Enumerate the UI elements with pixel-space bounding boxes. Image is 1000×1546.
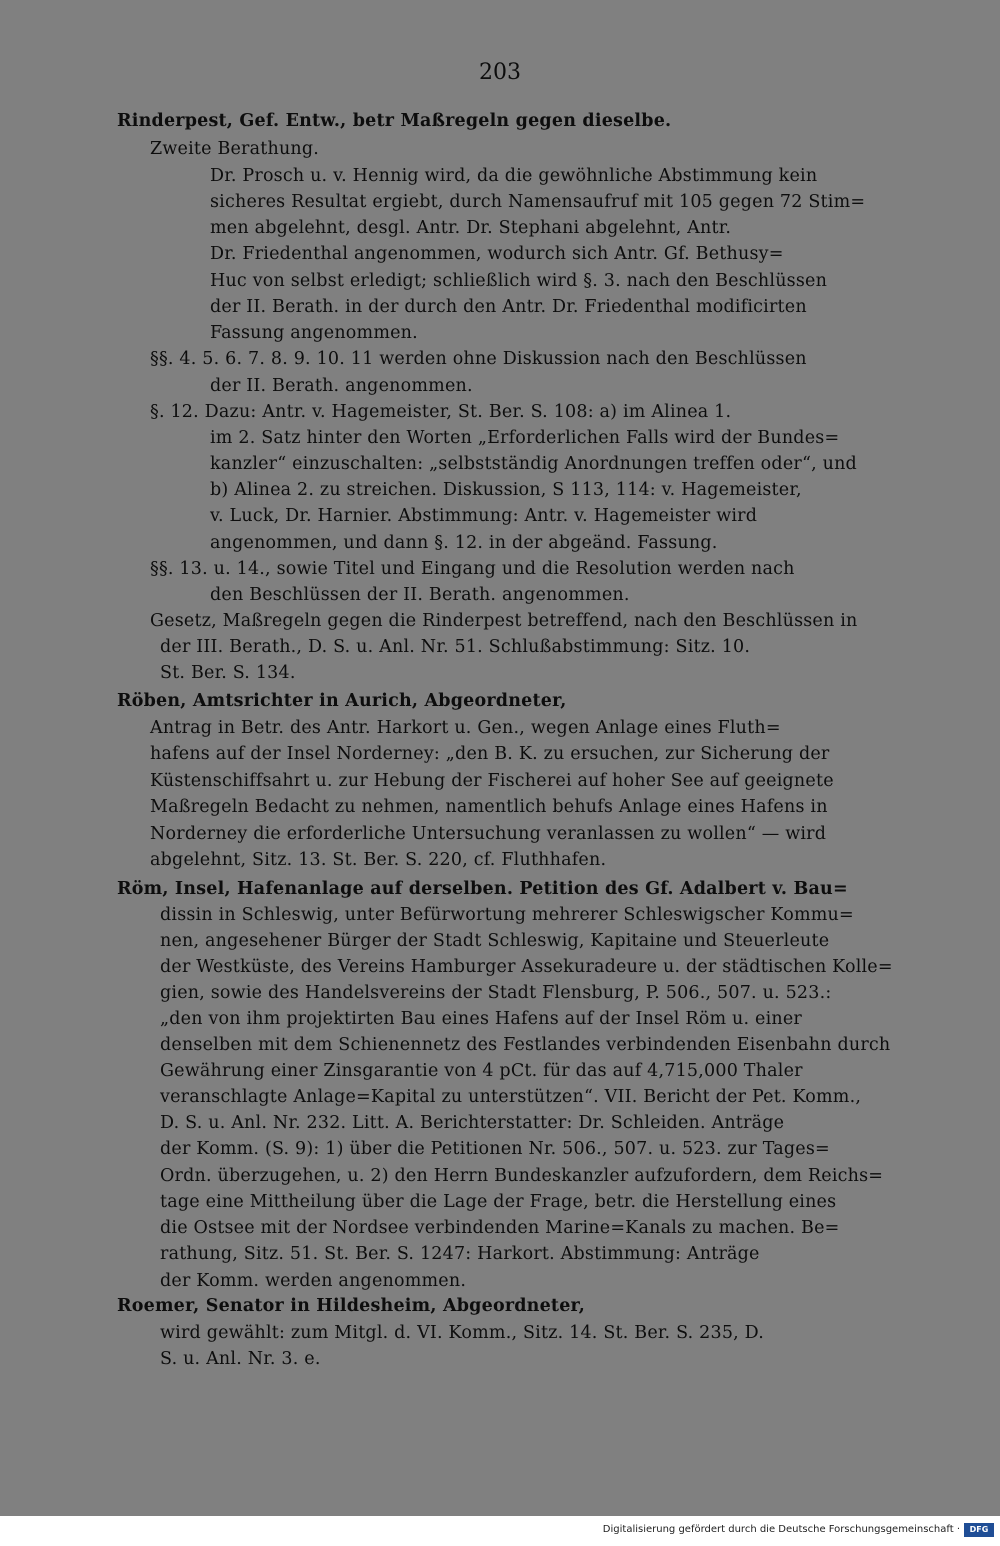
text-line: abgelehnt, Sitz. 13. St. Ber. S. 220, cf. Fluthhafen. xyxy=(150,850,607,870)
entry-heading: Rinderpest, Gef. Entw., betr Maßregeln gegen dieselbe. xyxy=(117,111,672,131)
text-line: §. 12. Dazu: Antr. v. Hagemeister, St. Ber. S. 108: a) im Alinea 1. xyxy=(150,402,732,422)
text-line: men abgelehnt, desgl. Antr. Dr. Stephani abgelehnt, Antr. xyxy=(210,218,732,238)
text-line: sicheres Resultat ergiebt, durch Namensaufruf mit 105 gegen 72 Stim= xyxy=(210,192,866,212)
text-line: b) Alinea 2. zu streichen. Diskussion, S 113, 114: v. Hagemeister, xyxy=(210,480,802,500)
text-line: gien, sowie des Handelsvereins der Stadt Flensburg, P. 506., 507. u. 523.: xyxy=(160,983,832,1003)
text-line: Fassung angenommen. xyxy=(210,323,418,343)
text-line: kanzler“ einzuschalten: „selbstständig Anordnungen treffen oder“, und xyxy=(210,454,857,474)
text-line: Huc von selbst erledigt; schließlich wird §. 3. nach den Beschlüssen xyxy=(210,271,828,291)
text-line: wird gewählt: zum Mitgl. d. VI. Komm., Sitz. 14. St. Ber. S. 235, D. xyxy=(160,1323,765,1343)
entry-heading: Röben, Amtsrichter in Aurich, Abgeordneter, xyxy=(117,691,567,711)
text-line: tage eine Mittheilung über die Lage der Frage, betr. die Herstellung eines xyxy=(160,1192,837,1212)
text-line: angenommen, und dann §. 12. in der abgeänd. Fassung. xyxy=(210,533,718,553)
footer-credit: Digitalisierung gefördert durch die Deutsche Forschungsgemeinschaft · xyxy=(602,1524,960,1535)
text-line: der Westküste, des Vereins Hamburger Assekuradeure u. der städtischen Kolle= xyxy=(160,957,893,977)
text-line: denselben mit dem Schienennetz des Festlandes verbindenden Eisenbahn durch xyxy=(160,1035,891,1055)
text-line: D. S. u. Anl. Nr. 232. Litt. A. Berichterstatter: Dr. Schleiden. Anträge xyxy=(160,1113,785,1133)
text-line: §§. 13. u. 14., sowie Titel und Eingang und die Resolution werden nach xyxy=(150,559,795,579)
text-line: den Beschlüssen der II. Berath. angenommen. xyxy=(210,585,630,605)
text-line: der Komm. (S. 9): 1) über die Petitionen Nr. 506., 507. u. 523. zur Tages= xyxy=(160,1139,830,1159)
entry-heading: Röm, Insel, Hafenanlage auf derselben. Petition des Gf. Adalbert v. Bau= xyxy=(117,879,848,899)
text-line: St. Ber. S. 134. xyxy=(160,663,296,683)
text-line: Dr. Friedenthal angenommen, wodurch sich Antr. Gf. Bethusy= xyxy=(210,244,784,264)
entry-heading: Roemer, Senator in Hildesheim, Abgeordneter, xyxy=(117,1296,585,1316)
text-line: der II. Berath. in der durch den Antr. Dr. Friedenthal modificirten xyxy=(210,297,807,317)
dfg-logo-icon: DFG xyxy=(964,1523,994,1537)
text-line: Maßregeln Bedacht zu nehmen, namentlich behufs Anlage eines Hafens in xyxy=(150,797,828,817)
text-line: nen, angesehener Bürger der Stadt Schleswig, Kapitaine und Steuerleute xyxy=(160,931,830,951)
text-line: Dr. Prosch u. v. Hennig wird, da die gewöhnliche Abstimmung kein xyxy=(210,166,818,186)
text-line: S. u. Anl. Nr. 3. e. xyxy=(160,1349,321,1369)
text-line: Antrag in Betr. des Antr. Harkort u. Gen., wegen Anlage eines Fluth= xyxy=(150,718,781,738)
text-line: der Komm. werden angenommen. xyxy=(160,1271,467,1291)
text-line: dissin in Schleswig, unter Befürwortung mehrerer Schleswigscher Kommu= xyxy=(160,905,854,925)
text-line: hafens auf der Insel Norderney: „den B. K. zu ersuchen, zur Sicherung der xyxy=(150,744,830,764)
text-line: Gesetz, Maßregeln gegen die Rinderpest betreffend, nach den Beschlüssen in xyxy=(150,611,858,631)
text-line: veranschlagte Anlage=Kapital zu unterstützen“. VII. Bericht der Pet. Komm., xyxy=(160,1087,862,1107)
text-line: im 2. Satz hinter den Worten „Erforderlichen Falls wird der Bundes= xyxy=(210,428,840,448)
text-line: Küstenschiffsahrt u. zur Hebung der Fischerei auf hoher See auf geeignete xyxy=(150,771,834,791)
footer xyxy=(0,1516,1000,1546)
text-line: der II. Berath. angenommen. xyxy=(210,376,473,396)
text-line: Ordn. überzugehen, u. 2) den Herrn Bundeskanzler aufzufordern, dem Reichs= xyxy=(160,1166,884,1186)
text-line: Gewährung einer Zinsgarantie von 4 pCt. für das auf 4,715,000 Thaler xyxy=(160,1061,803,1081)
text-line: §§. 4. 5. 6. 7. 8. 9. 10. 11 werden ohne Diskussion nach den Beschlüssen xyxy=(150,349,807,369)
text-line: „den von ihm projektirten Bau eines Hafens auf der Insel Röm u. einer xyxy=(160,1009,802,1029)
text-line: Norderney die erforderliche Untersuchung veranlassen zu wollen“ — wird xyxy=(150,824,827,844)
text-line: Zweite Berathung. xyxy=(150,139,320,159)
text-line: v. Luck, Dr. Harnier. Abstimmung: Antr. v. Hagemeister wird xyxy=(210,506,758,526)
page-number: 203 xyxy=(479,60,521,85)
text-line: der III. Berath., D. S. u. Anl. Nr. 51. Schlußabstimmung: Sitz. 10. xyxy=(160,637,751,657)
text-line: rathung, Sitz. 51. St. Ber. S. 1247: Harkort. Abstimmung: Anträge xyxy=(160,1244,760,1264)
text-line: die Ostsee mit der Nordsee verbindenden Marine=Kanals zu machen. Be= xyxy=(160,1218,840,1238)
